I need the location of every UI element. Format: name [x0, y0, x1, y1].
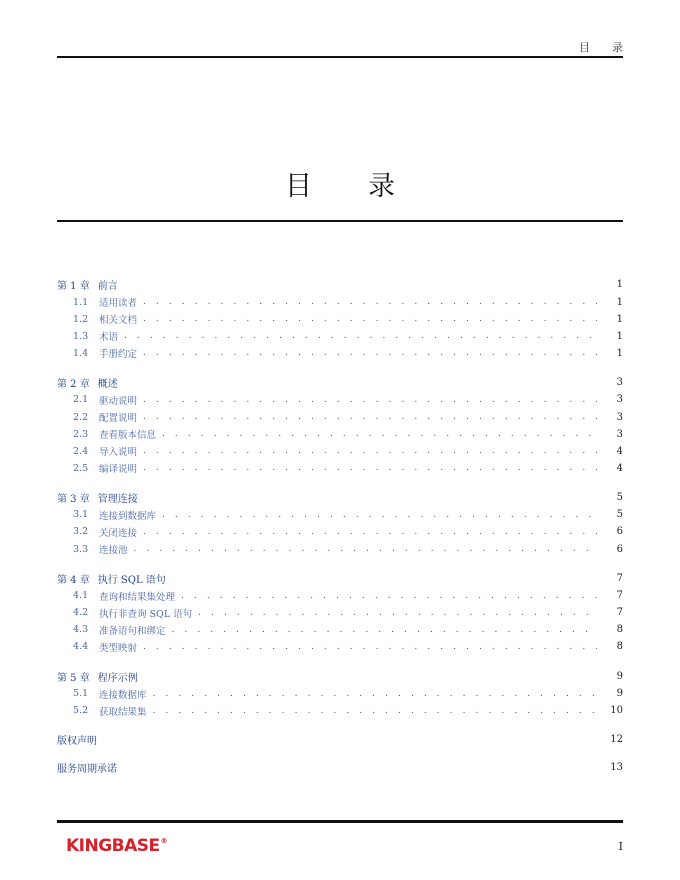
section-title: 准备语句和绑定	[99, 625, 166, 637]
section-number: 2.4	[73, 445, 89, 457]
page-number: 7	[616, 572, 623, 584]
toc-section-entry[interactable]	[57, 443, 623, 460]
section-title: 编译说明	[99, 464, 138, 476]
toc-section-entry[interactable]	[57, 685, 623, 702]
dot-leader	[143, 463, 597, 473]
section-number: 4.3	[73, 624, 89, 636]
toc-chapter-4	[57, 570, 623, 656]
page-number: 3	[616, 377, 623, 389]
toc-section-entry[interactable]	[57, 328, 623, 345]
page-number: 1	[616, 330, 623, 342]
page-number: 4	[616, 462, 623, 474]
page-number: 9	[616, 688, 623, 700]
section-number: 4.1	[73, 590, 89, 602]
page-number: 4	[616, 445, 623, 457]
page-title: 目录	[285, 171, 451, 202]
chapter-number: 第 1 章	[57, 281, 90, 293]
section-title: 术语	[99, 332, 119, 344]
page-number: 13	[610, 762, 623, 774]
dot-leader	[181, 591, 597, 601]
page-number: 7	[616, 607, 623, 619]
section-number: 2.2	[73, 411, 89, 423]
section-title: 执行非查询 SQL 语句	[99, 608, 193, 620]
section-number: 1.3	[73, 330, 89, 342]
dot-leader	[143, 314, 597, 324]
chapter-title: 程序示例	[97, 672, 138, 684]
page-number: 3	[616, 394, 623, 406]
chapter-number: 第 3 章	[57, 494, 90, 506]
toc-section-entry[interactable]	[57, 311, 623, 328]
section-number: 3.3	[73, 543, 89, 555]
section-number: 2.3	[73, 428, 89, 440]
toc-chapter-1	[57, 276, 623, 362]
dot-leader	[172, 625, 597, 635]
dot-leader	[143, 642, 597, 652]
section-title: 类型映射	[99, 642, 138, 654]
section-number: 3.2	[73, 526, 89, 538]
section-number: 4.2	[73, 607, 89, 619]
toc-chapter-3	[57, 489, 623, 558]
section-number: 4.4	[73, 641, 89, 653]
toc-back-matter-copyright[interactable]	[57, 731, 623, 748]
section-number: 2.1	[73, 394, 89, 406]
toc-back-matter-service[interactable]	[57, 759, 623, 776]
page-number: 3	[616, 411, 623, 423]
dot-leader	[143, 446, 597, 456]
toc-section-entry[interactable]	[57, 523, 623, 540]
toc-section-entry[interactable]	[57, 408, 623, 425]
dot-leader	[162, 429, 597, 439]
dot-leader	[134, 544, 597, 554]
section-number: 1.1	[73, 296, 89, 308]
page-number: 5	[616, 492, 623, 504]
section-title: 连接池	[99, 545, 128, 557]
chapter-number: 第 5 章	[57, 672, 90, 684]
toc-section-entry[interactable]	[57, 604, 623, 621]
dot-leader	[198, 608, 597, 618]
section-title: 手册约定	[99, 349, 138, 361]
toc-section-entry[interactable]	[57, 391, 623, 408]
page-number: 5	[616, 509, 623, 521]
toc-chapter-entry[interactable]	[57, 374, 623, 392]
dot-leader	[143, 348, 597, 358]
toc-section-entry[interactable]	[57, 587, 623, 604]
page-number: 1	[616, 296, 623, 308]
page-number: 8	[616, 641, 623, 653]
page-number: 10	[610, 705, 623, 717]
dot-leader	[124, 331, 597, 341]
back-matter-title: 版权声明	[57, 736, 97, 748]
page-number: 1	[616, 279, 623, 291]
section-title: 关闭连接	[99, 527, 138, 539]
toc-section-entry[interactable]	[57, 541, 623, 558]
toc-chapter-2	[57, 374, 623, 477]
chapter-number: 第 4 章	[57, 574, 90, 586]
toc-chapter-entry[interactable]	[57, 570, 623, 588]
header-rule	[57, 56, 623, 58]
section-number: 2.5	[73, 462, 89, 474]
dot-leader	[153, 706, 597, 716]
chapter-title: 前言	[97, 281, 118, 293]
running-header: 目录	[579, 41, 645, 54]
chapter-title: 概述	[97, 379, 118, 391]
toc-section-entry[interactable]	[57, 345, 623, 362]
back-matter-title: 服务周期承诺	[57, 764, 117, 776]
toc-section-entry[interactable]	[57, 506, 623, 523]
section-title: 导入说明	[99, 447, 138, 459]
section-title: 相关文档	[99, 315, 138, 327]
footer-page-number: I	[618, 840, 623, 853]
toc-section-entry[interactable]	[57, 621, 623, 638]
section-number: 1.4	[73, 347, 89, 359]
section-number: 1.2	[73, 313, 89, 325]
chapter-title: 执行 SQL 语句	[97, 574, 166, 586]
section-title: 连接数据库	[99, 689, 147, 701]
toc-chapter-entry[interactable]	[57, 276, 623, 294]
dot-leader	[143, 297, 597, 307]
chapter-title: 管理连接	[97, 494, 138, 506]
toc-chapter-entry[interactable]	[57, 489, 623, 507]
section-title: 适用读者	[99, 298, 138, 310]
page-number: 7	[616, 590, 623, 602]
kingbase-logo	[66, 836, 167, 856]
table-of-contents	[57, 276, 623, 787]
title-rule	[57, 220, 623, 222]
dot-leader	[162, 510, 597, 520]
toc-section-entry[interactable]	[57, 426, 623, 443]
section-title: 配置说明	[99, 413, 138, 425]
page-number: 12	[610, 734, 623, 746]
dot-leader	[143, 527, 597, 537]
chapter-number: 第 2 章	[57, 379, 90, 391]
section-title: 驱动说明	[99, 395, 138, 407]
page-number: 9	[616, 670, 623, 682]
section-title: 查看版本信息	[99, 430, 157, 442]
toc-section-entry[interactable]	[57, 294, 623, 311]
section-number: 5.2	[73, 705, 89, 717]
toc-section-entry[interactable]	[57, 702, 623, 719]
toc-chapter-entry[interactable]	[57, 668, 623, 686]
page-number: 1	[616, 347, 623, 359]
page-number: 3	[616, 428, 623, 440]
toc-chapter-5	[57, 668, 623, 720]
section-number: 3.1	[73, 509, 89, 521]
section-title: 查询和结果集处理	[99, 591, 176, 603]
section-title: 获取结果集	[99, 706, 147, 718]
page-number: 8	[616, 624, 623, 636]
section-title: 连接到数据库	[99, 510, 157, 522]
page-number: 1	[616, 313, 623, 325]
logo-text: KINGBASE	[66, 836, 160, 856]
dot-leader	[153, 689, 597, 699]
toc-section-entry[interactable]	[57, 460, 623, 477]
page-number: 6	[616, 543, 623, 555]
section-number: 5.1	[73, 688, 89, 700]
registered-mark: ®	[160, 837, 168, 845]
dot-leader	[143, 412, 597, 422]
toc-section-entry[interactable]	[57, 638, 623, 655]
footer-rule	[57, 820, 623, 823]
page-number: 6	[616, 526, 623, 538]
dot-leader	[143, 395, 597, 405]
